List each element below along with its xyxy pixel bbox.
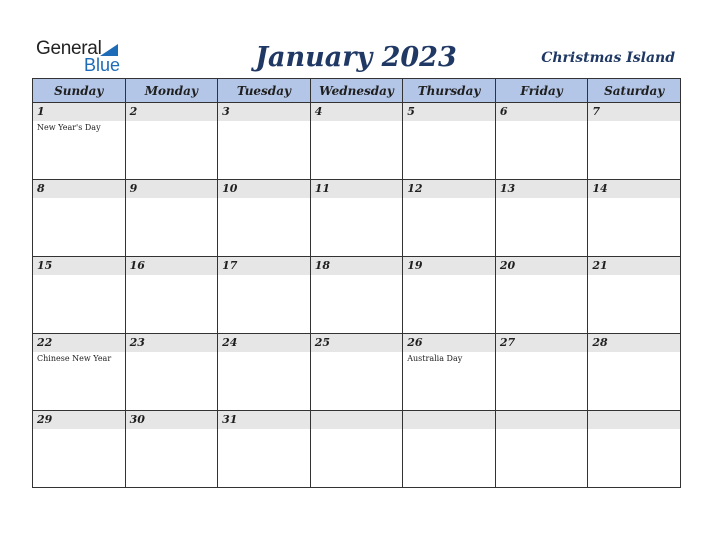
weekday-tuesday: Tuesday — [218, 79, 311, 103]
day-number: 3 — [218, 103, 310, 121]
day-cell — [403, 334, 496, 411]
day-number: 9 — [126, 180, 218, 198]
day-number: 22 — [33, 334, 125, 352]
day-cell — [218, 103, 311, 180]
day-cell — [310, 180, 403, 257]
holiday-label — [218, 352, 310, 354]
holiday-label — [311, 275, 403, 277]
day-cell — [125, 411, 218, 488]
day-number: 23 — [126, 334, 218, 352]
day-number: 20 — [496, 257, 588, 275]
country-label: Christmas Island — [541, 50, 675, 66]
week-row — [33, 334, 681, 411]
day-number: 14 — [588, 180, 680, 198]
holiday-label: Australia Day — [407, 354, 463, 363]
day-cell — [495, 103, 588, 180]
month-title: January 2023 — [255, 42, 457, 73]
holiday-label — [218, 121, 310, 123]
day-cell — [403, 257, 496, 334]
holiday-label — [496, 121, 588, 123]
day-number: 11 — [311, 180, 403, 198]
day-cell — [218, 411, 311, 488]
holiday-label — [588, 429, 680, 431]
holiday-label — [403, 198, 495, 200]
day-cell — [33, 180, 126, 257]
holiday-label — [126, 121, 218, 123]
holiday-label — [33, 275, 125, 277]
holiday-label — [33, 429, 125, 431]
day-cell — [218, 257, 311, 334]
logo-word-blue: Blue — [84, 55, 121, 75]
day-cell — [310, 411, 403, 488]
day-number: 4 — [311, 103, 403, 121]
day-cell — [125, 257, 218, 334]
day-number: 7 — [588, 103, 680, 121]
holiday-label — [218, 275, 310, 277]
weekday-friday: Friday — [495, 79, 588, 103]
logo-word-general: General — [36, 38, 102, 59]
day-cell — [403, 411, 496, 488]
day-cell — [125, 180, 218, 257]
week-row — [33, 257, 681, 334]
day-cell — [33, 257, 126, 334]
day-cell — [33, 334, 126, 411]
day-number: 19 — [403, 257, 495, 275]
holiday-label — [126, 429, 218, 431]
day-number: 10 — [218, 180, 310, 198]
day-cell — [588, 257, 681, 334]
holiday-label — [126, 198, 218, 200]
holiday-label — [496, 198, 588, 200]
day-number — [311, 411, 403, 429]
holiday-label — [403, 121, 495, 123]
day-number: 21 — [588, 257, 680, 275]
day-cell — [495, 180, 588, 257]
day-cell — [310, 334, 403, 411]
day-cell — [218, 334, 311, 411]
day-cell — [218, 180, 311, 257]
day-number: 31 — [218, 411, 310, 429]
week-row — [33, 103, 681, 180]
day-number — [496, 411, 588, 429]
day-cell — [33, 103, 126, 180]
day-number: 18 — [311, 257, 403, 275]
holiday-label — [496, 429, 588, 431]
holiday-label: New Year's Day — [37, 123, 101, 132]
day-cell — [588, 180, 681, 257]
day-cell — [588, 334, 681, 411]
calendar-grid — [32, 78, 681, 488]
day-number: 1 — [33, 103, 125, 121]
holiday-label — [218, 198, 310, 200]
holiday-label — [126, 275, 218, 277]
week-row — [33, 180, 681, 257]
day-number: 27 — [496, 334, 588, 352]
day-number: 26 — [403, 334, 495, 352]
day-number: 5 — [403, 103, 495, 121]
holiday-label — [311, 352, 403, 354]
weekday-thursday: Thursday — [403, 79, 496, 103]
day-cell — [588, 103, 681, 180]
holiday-label — [311, 429, 403, 431]
holiday-label — [311, 121, 403, 123]
weekday-header-row — [33, 79, 681, 103]
day-number: 13 — [496, 180, 588, 198]
day-cell — [33, 411, 126, 488]
holiday-label: Chinese New Year — [37, 354, 112, 363]
holiday-label — [496, 352, 588, 354]
holiday-label — [403, 429, 495, 431]
day-cell — [125, 334, 218, 411]
holiday-label — [496, 275, 588, 277]
day-number: 12 — [403, 180, 495, 198]
day-number: 15 — [33, 257, 125, 275]
day-number: 6 — [496, 103, 588, 121]
holiday-label — [403, 275, 495, 277]
holiday-label — [588, 198, 680, 200]
day-cell — [125, 103, 218, 180]
weekday-saturday: Saturday — [588, 79, 681, 103]
holiday-label — [126, 352, 218, 354]
day-number: 8 — [33, 180, 125, 198]
holiday-label — [311, 198, 403, 200]
day-number: 30 — [126, 411, 218, 429]
day-cell — [495, 257, 588, 334]
weekday-sunday: Sunday — [33, 79, 126, 103]
holiday-label — [588, 352, 680, 354]
holiday-label — [588, 275, 680, 277]
day-number: 24 — [218, 334, 310, 352]
day-number — [588, 411, 680, 429]
day-cell — [310, 103, 403, 180]
day-number: 25 — [311, 334, 403, 352]
day-cell — [310, 257, 403, 334]
day-number: 17 — [218, 257, 310, 275]
holiday-label — [588, 121, 680, 123]
day-number — [403, 411, 495, 429]
day-cell — [495, 334, 588, 411]
weekday-wednesday: Wednesday — [310, 79, 403, 103]
day-cell — [403, 103, 496, 180]
holiday-label — [218, 429, 310, 431]
weekday-monday: Monday — [125, 79, 218, 103]
day-cell — [403, 180, 496, 257]
day-cell — [495, 411, 588, 488]
day-number: 29 — [33, 411, 125, 429]
week-row — [33, 411, 681, 488]
holiday-label — [33, 198, 125, 200]
day-number: 16 — [126, 257, 218, 275]
day-cell — [588, 411, 681, 488]
day-number: 2 — [126, 103, 218, 121]
day-number: 28 — [588, 334, 680, 352]
